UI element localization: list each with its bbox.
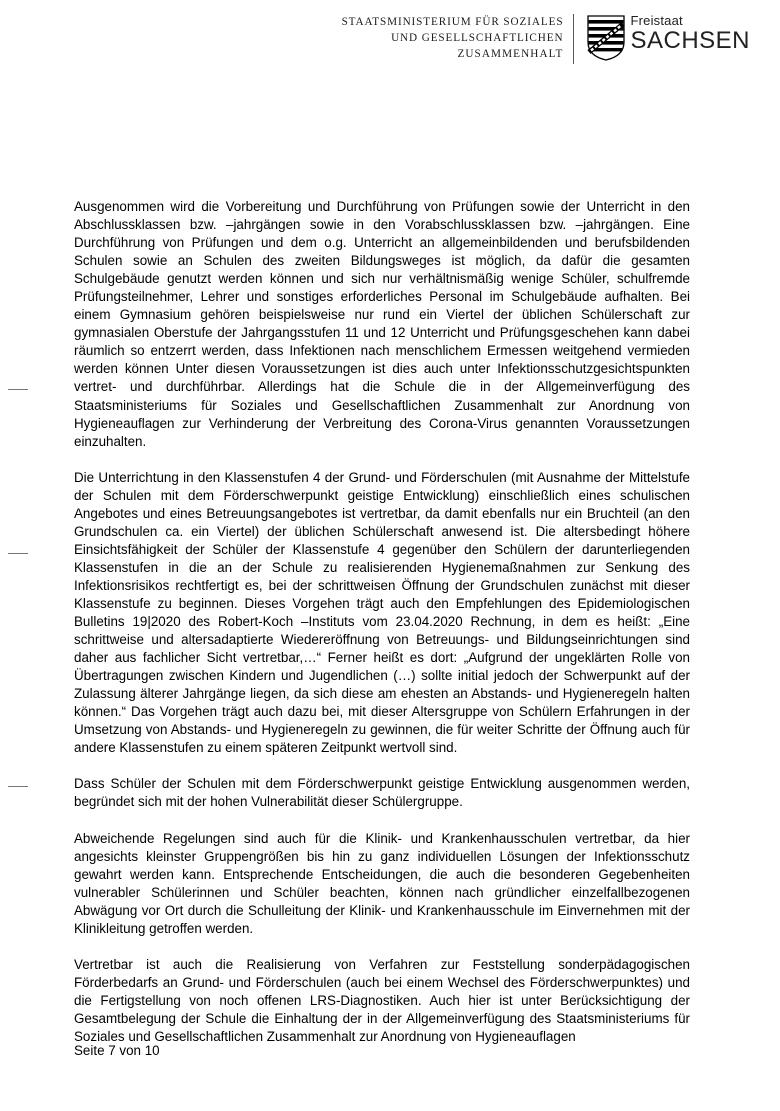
paragraph-hospital-schools: Abweichende Regelungen sind auch für die Klinik- und Krankenhausschulen vertretbar, da hier angesichts kleinster Gruppengrößen bis hin zu ganz individuellen Lösungen der Infektionsschutz gewahrt werden kann. Entsprechende Entscheidungen, die auch die besonderen Gegebenheiten vulnerabler Schülerinnen und Schüler beachten, können nach gründlicher einzelfallbezogenen Abwägung vor Ort durch die Schulleitung der Klinik- und Krankenhausschule im Einvernehmen mit der Klinikleitung getroffen werden. [74,830,690,936]
state-label-large: SACHSEN [630,27,750,54]
state-label-small: Freistaat [630,13,683,28]
paragraph-grade-4: Die Unterrichtung in den Klassenstufen 4 der Grund- und Förderschulen (mit Ausnahme der Mittelstufe der Schulen mit dem Förderschwerpunkt geistige Entwicklung) einschließlich eines schulischen Angebotes und eines Betreuungsangebotes ist vertretbar, da damit ebenfalls nur ein Bruchteil (an den Grundschulen ca. ein Viertel) der üblichen Schülerschaft anwesend ist. Die altersbedingt höhere Einsichtsfähigkeit der Schüler der Klassenstufe 4 gegenüber den Schülern der darunterliegenden Klassenstufen in die an der Schule zu realisierenden Hygienemaßnahmen zur Senkung des Infektionsrisikos rechtfertigt es, bei der schrittweisen Öffnung der Grundschulen zunächst mit dieser Klassenstufe zu beginnen. Dieses Vorgehen trägt auch den Empfehlungen des Epidemiologischen Bulletins 19|2020 des Robert-Koch –Instituts vom 23.04.2020 Rechnung, in dem es heißt: „Eine schrittweise und altersadaptierte Wiedereröffnung von Betreuungs- und Bildungseinrichtungen sind daher aus fachlicher Sicht vertretbar,…“ Ferner heißt es dort: „Aufgrund der ungeklärten Rolle von Übertragungen zwischen Kindern und Jugendlichen (…) sollte initial jedoch der Schwerpunkt auf der Zulassung älterer Jahrgänge liegen, da sich diese am ehesten an Abstands- und Hygieneregeln halten können.“ Das Vorgehen trägt auch dazu bei, mit dieser Altersgruppe von Schülern Erfahrungen in der Umsetzung von Abstands- und Hygieneregeln zu gewinnen, die für weiter Schritte der Öffnung auch für andere Klassenstufen zu einem späteren Zeitpunkt wertvoll sind. [74,469,690,756]
ministry-name-line-3: ZUSAMMENHALT [457,48,564,60]
paragraph-diagnostics: Vertretbar ist auch die Realisierung von Verfahren zur Feststellung sonderpädagogischen Förderbedarfs an Grund- und Förderschulen (auch bei einem Wechsel des Förderschwerpunktes) und die Fertigstellung von noch offenen LRS-Diagnostiken. Auch hier ist unter Berücksichtigung der Gesamtbelegung der Schule die Einhaltung der in der Allgemeinverfügung des Staatsministeriums für Soziales und Gesellschaftlichen Zusammenhalt zur Anordnung von Hygieneauflagen [74,956,690,1044]
punch-mark [8,553,28,554]
ministry-name [342,14,575,64]
ministry-name-line-1: STAATSMINISTERIUM FÜR SOZIALES [341,16,564,28]
ministry-name-line-2: UND GESELLSCHAFTLICHEN [391,32,564,44]
fold-mark-bottom [8,786,28,787]
paragraph-special-needs: Dass Schüler der Schulen mit dem Förderschwerpunkt geistige Entwicklung ausgenommen werden, begründet sich mit der hohen Vulnerabilität dieser Schülergruppe. [74,776,690,810]
page-number: Seite 7 von 10 [74,1043,160,1058]
letterhead [342,14,750,68]
paragraph-exams: Ausgenommen wird die Vorbereitung und Durchführung von Prüfungen sowie der Unterricht in den Abschlussklassen bzw. –jahrgängen sowie in den Vorabschlussklassen bzw. –jahrgängen. Eine Durchführung von Prüfungen und dem o.g. Unterricht an allgemeinbildenden und berufsbildenden Schulen sowie an Schulen des zweiten Bildungsweges ist möglich, da dafür die gesamten Schulgebäude genutzt werden können und sich nur verhältnismäßig wenige Schüler, schulfremde Prüfungsteilnehmer, Lehrer und sonstiges erforderliches Personal im Schulgebäude aufhalten. Bei einem Gymnasium gehören beispielsweise nur rund ein Viertel der üblichen Schülerschaft zur gymnasialen Oberstufe der Jahrgangsstufen 11 und 12 Unterricht und Prüfungsgeschehen kann dabei räumlich so entzerrt werden, dass Infektionen nach menschlichem Ermessen weitgehend vermieden werden können Unter diesen Voraussetzungen ist dies auch unter Infektionsschutzgesichtspunkten vertret- und durchführbar. Allerdings hat die Schule die in der Allgemeinverfügung des Staatsministeriums für Soziales und Gesellschaftlichen Zusammenhalt zur Anordnung von Hygieneauflagen zur Verhinderung der Verbreitung des Corona-Virus genannten Voraussetzungen einzuhalten. [74,199,690,449]
state-logo [574,14,750,61]
saxony-coat-of-arms-icon [587,15,625,61]
document-body [74,198,690,1064]
fold-mark-top [8,389,28,390]
